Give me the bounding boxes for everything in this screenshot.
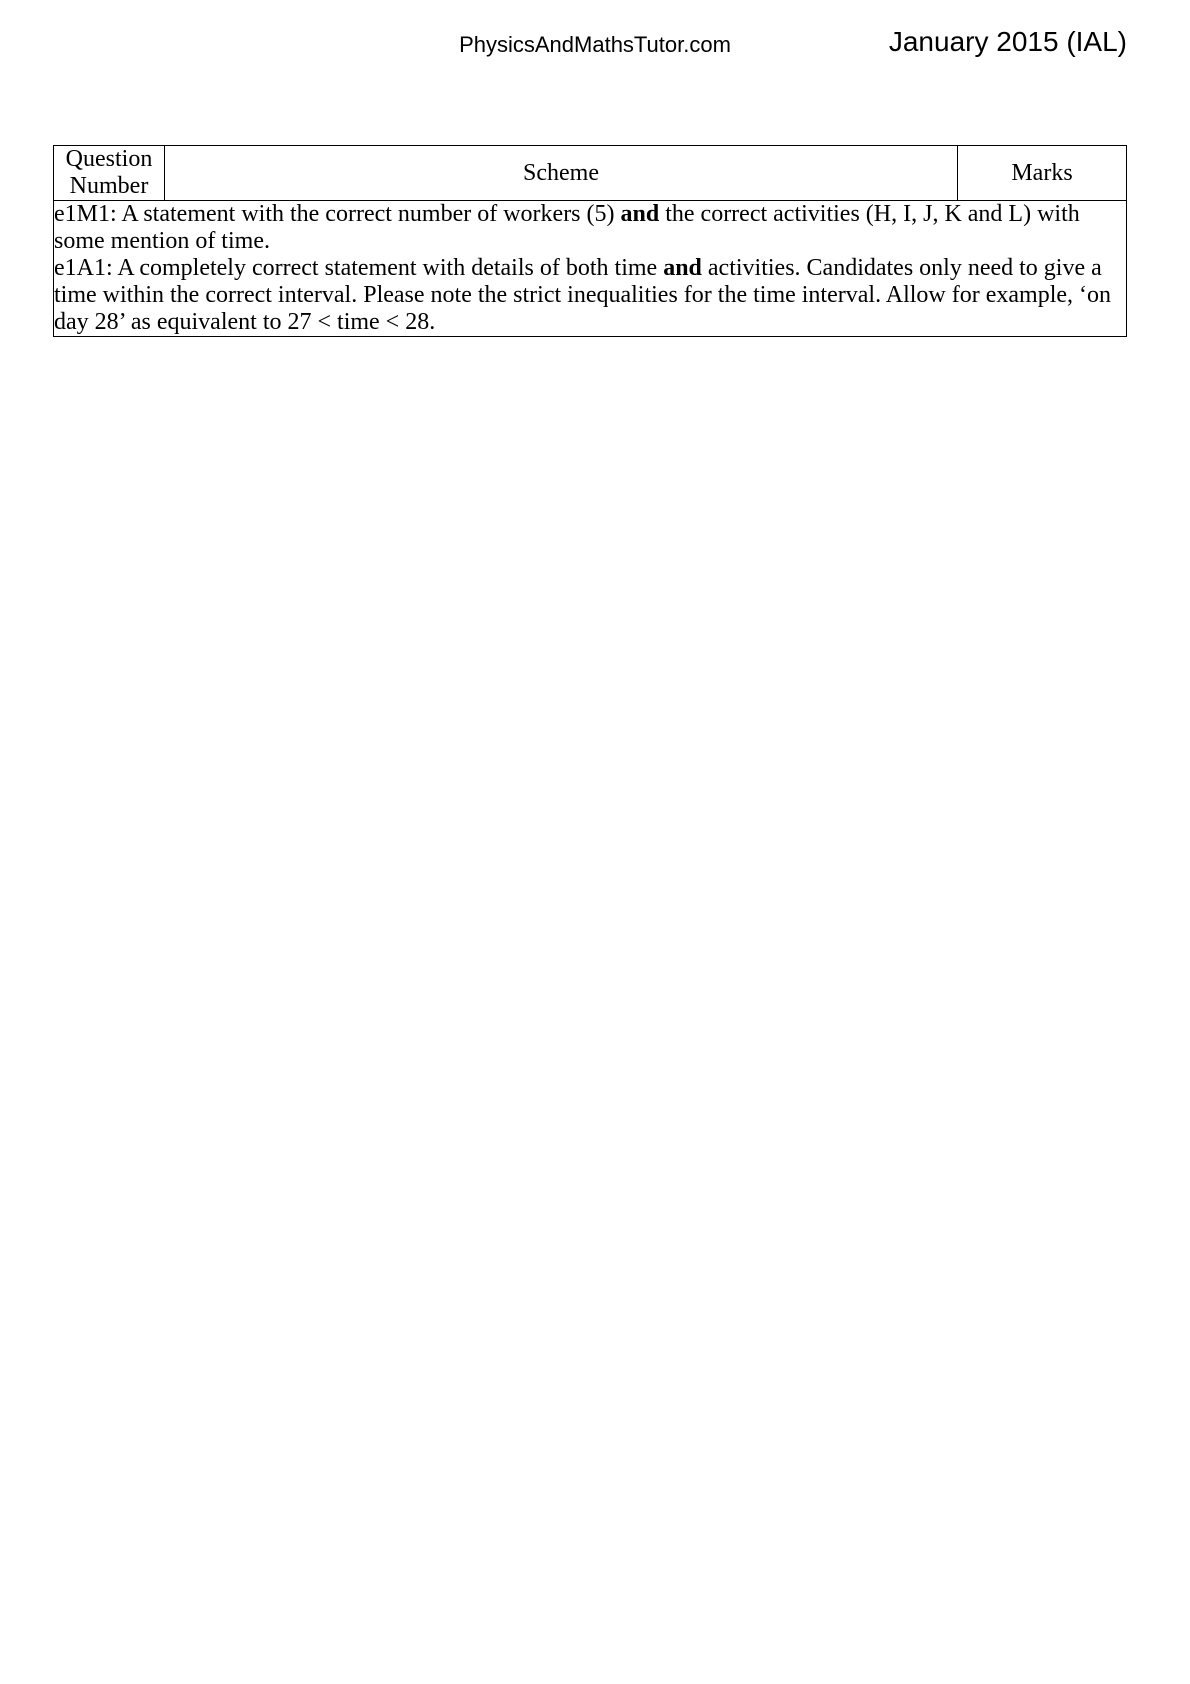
scheme-header: Scheme xyxy=(165,146,958,201)
question-header-line2: Number xyxy=(69,173,149,199)
table-header-row xyxy=(54,146,1127,201)
note-text: the correct activities (H, I, J, K and L) with some mention of time. xyxy=(54,201,1080,254)
question-header-line1: Question xyxy=(65,146,153,172)
note-emphasis: and xyxy=(620,201,660,227)
site-name: PhysicsAndMathsTutor.com xyxy=(459,32,731,57)
table-row xyxy=(54,201,1127,337)
note-e1a1 xyxy=(54,255,1126,336)
marks-header: Marks xyxy=(958,146,1127,201)
note-text: e1A1: A completely correct statement with details of both time xyxy=(54,255,664,281)
mark-scheme-table xyxy=(53,145,1127,337)
question-number-header xyxy=(54,146,165,201)
note-e1m1 xyxy=(54,201,1126,255)
note-emphasis: and xyxy=(663,255,702,281)
notes-cell xyxy=(54,201,1127,337)
note-text: activities. Candidates only need to give a time within the correct interval. Please note the strict inequalities for the time interval. Allow for example, ‘on day 28’ as equivalent to 27 < time < 28. xyxy=(54,255,1112,335)
note-text: e1M1: A statement with the correct number of workers (5) xyxy=(54,201,621,227)
exam-date: January 2015 (IAL) xyxy=(888,26,1127,57)
